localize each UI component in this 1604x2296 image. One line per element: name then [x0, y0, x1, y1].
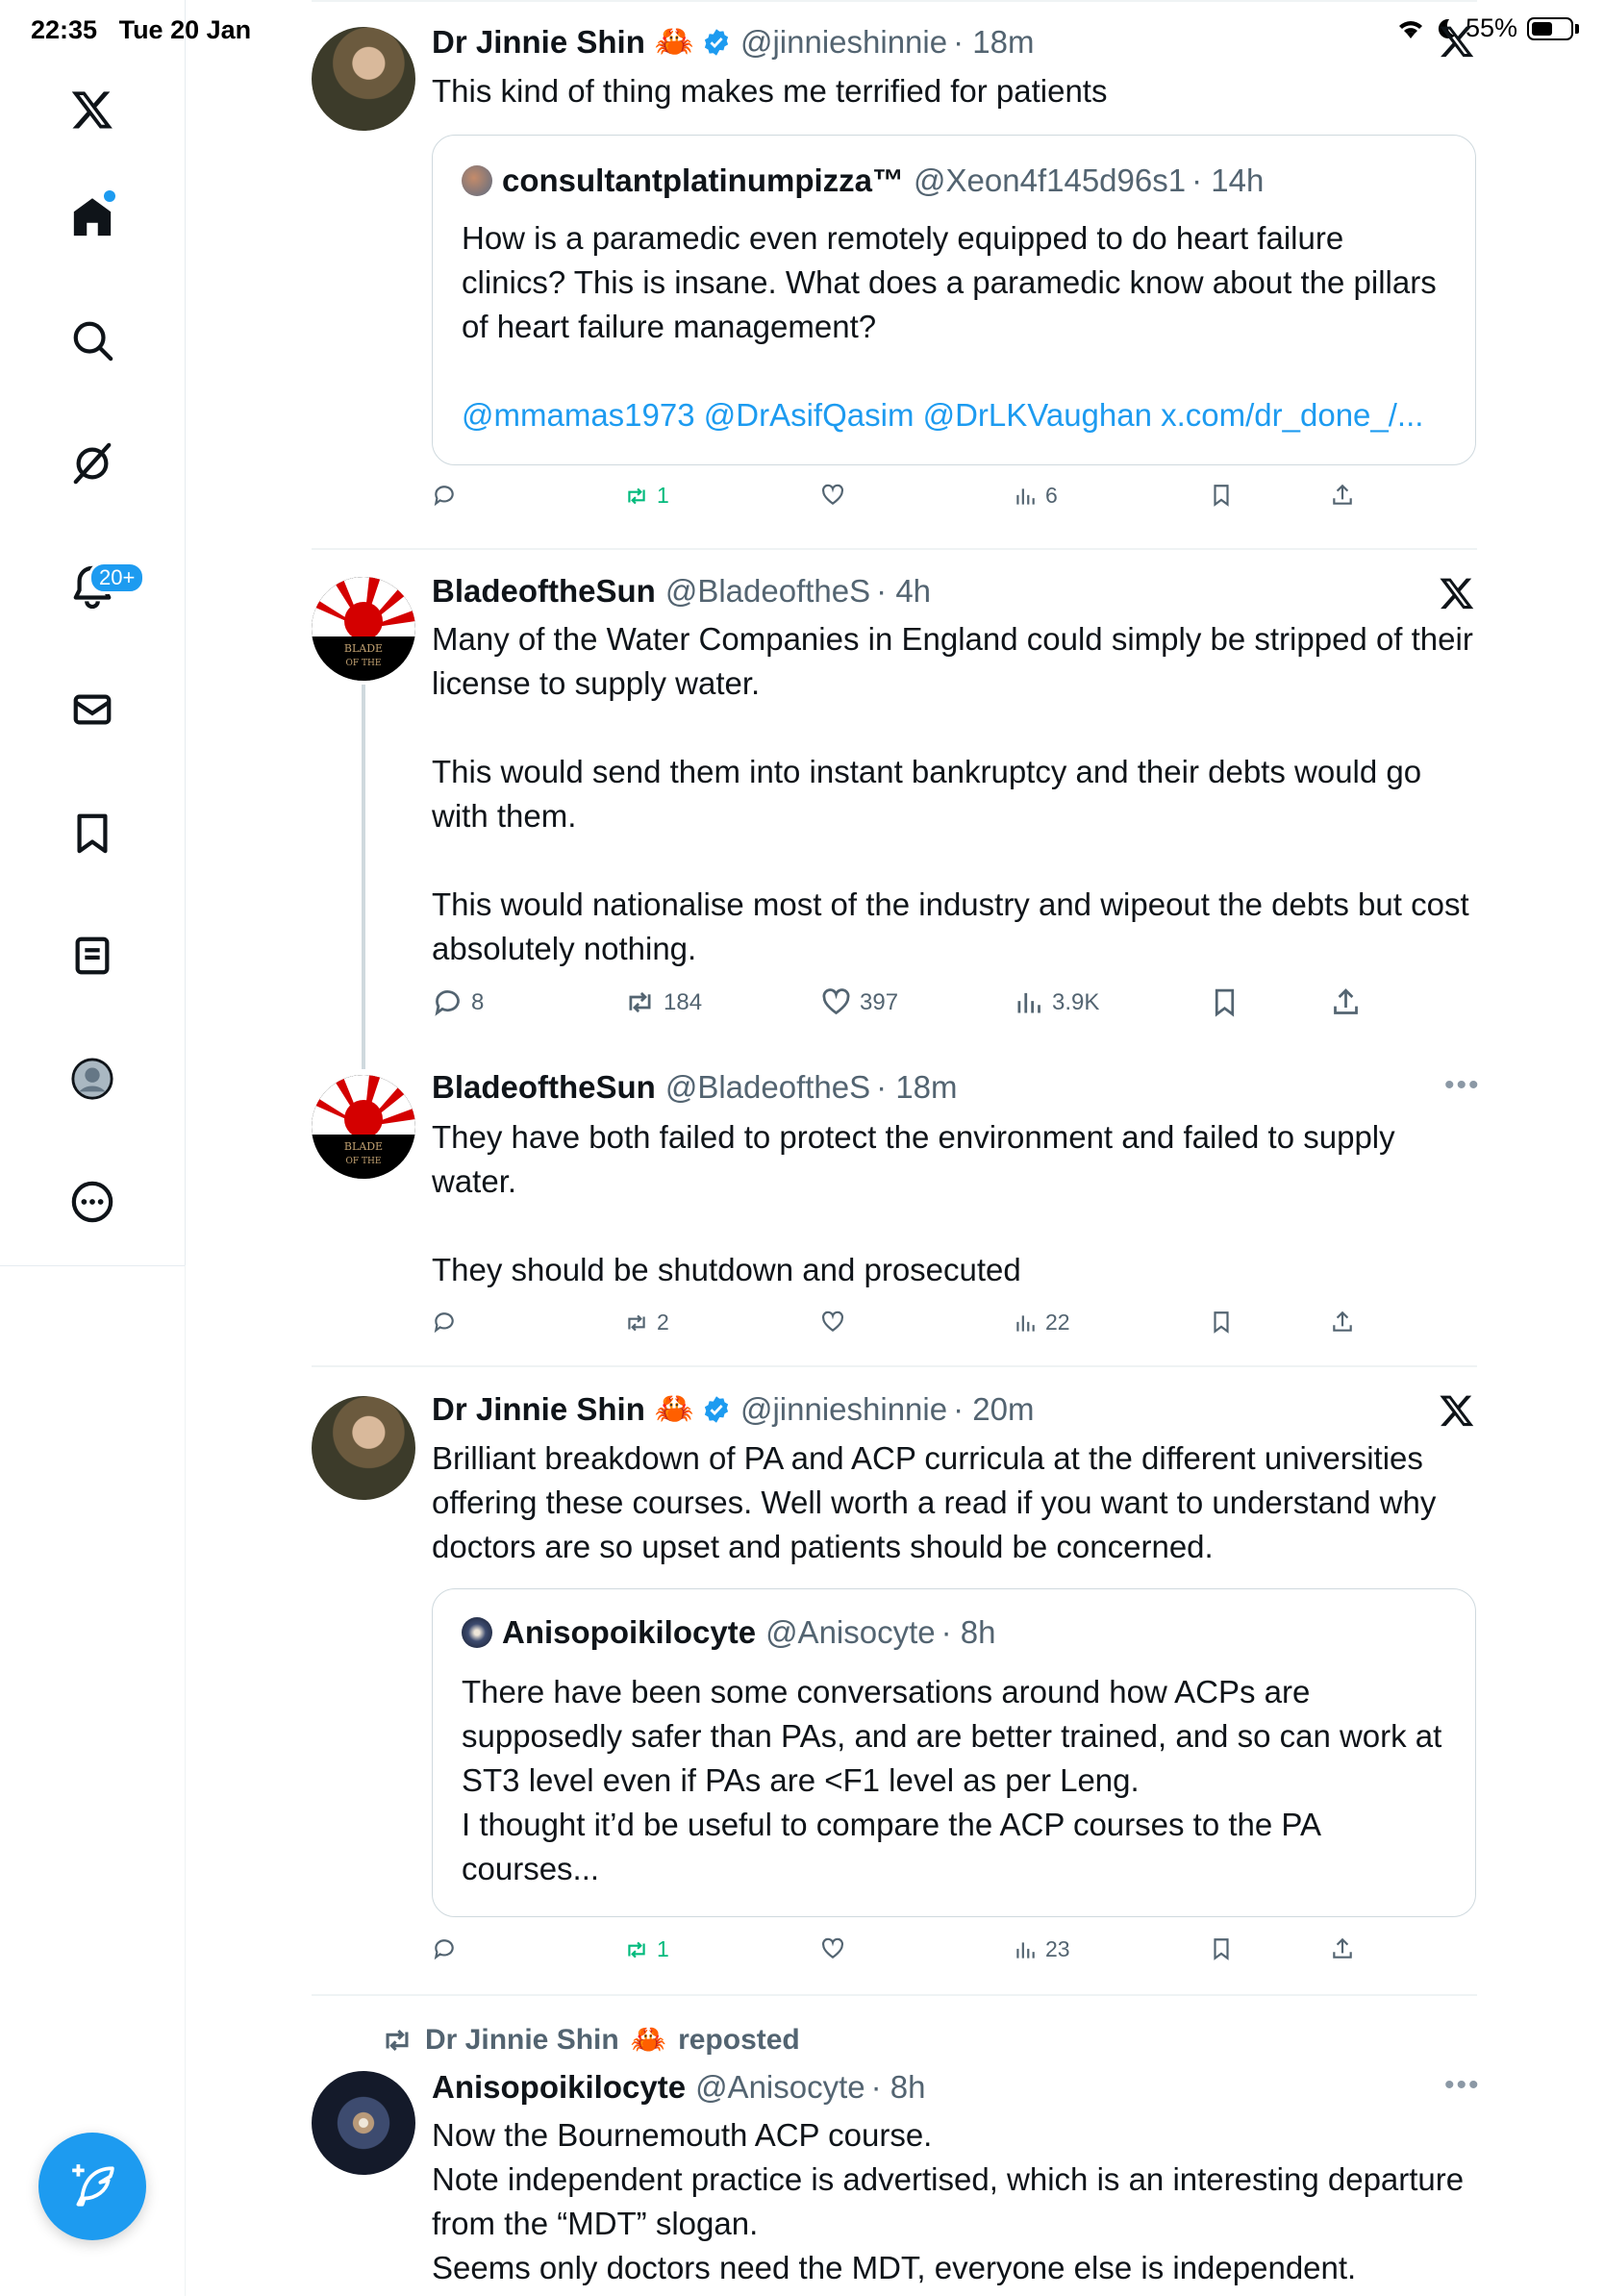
- author-name[interactable]: Dr Jinnie Shin: [432, 23, 645, 60]
- tweet-time: · 18m: [953, 23, 1035, 60]
- bookmark-button[interactable]: [1209, 1310, 1234, 1335]
- quoted-author-handle: @Anisocyte: [765, 1614, 936, 1650]
- tweet-time: · 18m: [876, 1069, 958, 1105]
- rail-divider: [185, 1265, 186, 2296]
- wifi-icon: [1396, 17, 1425, 40]
- verified-badge-icon: [702, 28, 731, 57]
- tweet-text: They have both failed to protect the environment and failed to supply water. They should be shutdown and prosecuted: [432, 1119, 1395, 1287]
- reposter-name[interactable]: Dr Jinnie Shin: [425, 2023, 619, 2056]
- retweet-icon: [624, 1937, 649, 1962]
- search-icon[interactable]: [60, 308, 125, 373]
- more-options-icon[interactable]: [60, 1169, 125, 1235]
- feed-top-border: [312, 0, 1477, 2]
- reply-icon: [432, 483, 457, 508]
- quoted-tweet[interactable]: [432, 1588, 1476, 1917]
- crab-emoji: 🦀: [654, 23, 694, 59]
- retweet-button[interactable]: [624, 1936, 669, 1962]
- profile-avatar-icon[interactable]: [60, 1046, 125, 1111]
- tweet-text: Many of the Water Companies in England could simply be stripped of their license to supply water. This would send them into instant bankruptcy and their debts would go with them. This would nationalise most of the industry and wipeout the debts but cost absolutely nothing.: [432, 621, 1473, 966]
- crab-emoji: 🦀: [654, 1390, 694, 1426]
- notifications-badge: 20+: [88, 562, 145, 594]
- repost-indicator: [381, 2023, 800, 2057]
- quoted-header: [462, 1614, 996, 1651]
- share-button[interactable]: [1330, 483, 1355, 508]
- status-indicators: [1396, 13, 1579, 43]
- more-options-icon[interactable]: •••: [1444, 2069, 1481, 2101]
- share-icon: [1330, 483, 1355, 508]
- author-handle[interactable]: @BladeoftheS: [664, 1069, 871, 1105]
- retweet-count: 184: [664, 988, 703, 1015]
- quoted-links[interactable]: @mmamas1973 @DrAsifQasim @DrLKVaughan x.com/dr_done_/...: [462, 397, 1424, 433]
- heart-icon: [820, 483, 845, 508]
- tweet-header: [432, 1390, 1034, 1428]
- tweet-header: [432, 573, 931, 610]
- avatar[interactable]: [312, 577, 415, 681]
- author-handle[interactable]: @jinnieshinnie: [739, 23, 948, 60]
- bookmark-icon: [1209, 1936, 1234, 1961]
- svg-text:OF THE: OF THE: [345, 1157, 382, 1166]
- share-icon: [1330, 986, 1362, 1018]
- author-name[interactable]: BladeoftheSun: [432, 1069, 656, 1105]
- like-button[interactable]: [820, 1310, 845, 1335]
- verified-badge-icon: [702, 1395, 731, 1424]
- tweet-text: Brilliant breakdown of PA and ACP curricula at the different universities offering these courses. Well worth a read if you want to understand why doctors are so upset and patients should be concerned.: [432, 1440, 1437, 1564]
- tweet-separator: [312, 548, 1477, 550]
- share-icon: [1330, 1936, 1355, 1961]
- tweet-text: Now the Bournemouth ACP course. Note independent practice is advertised, which is an interesting departure from the “MDT” slogan. Seems only doctors need the MDT, everyone else is independent.: [432, 2117, 1465, 2285]
- retweet-icon: [624, 484, 649, 509]
- quoted-author-name: consultantplatinumpizza™: [502, 162, 905, 198]
- svg-text:OF THE: OF THE: [345, 659, 382, 668]
- views-icon: [1013, 986, 1044, 1018]
- reply-button[interactable]: [432, 1936, 457, 1961]
- quoted-author-handle: @Xeon4f145d96s1: [914, 162, 1187, 198]
- reply-icon: [432, 1936, 457, 1961]
- retweet-count: 1: [657, 483, 669, 508]
- tweet-header: [432, 23, 1034, 61]
- tweet-header: [432, 1069, 958, 1106]
- retweet-button[interactable]: [624, 483, 669, 509]
- share-button[interactable]: [1330, 1936, 1355, 1961]
- rising-sun-logo: [312, 1075, 415, 1179]
- heart-icon: [820, 1310, 845, 1335]
- tweet-separator: [312, 1994, 1477, 1996]
- grok-icon[interactable]: [60, 431, 125, 496]
- views-icon: [1013, 1937, 1038, 1962]
- tweet-actions: [432, 483, 1476, 521]
- tweet-time: · 8h: [870, 2069, 926, 2105]
- tweet-time: · 4h: [876, 573, 932, 609]
- author-handle[interactable]: @Anisocyte: [695, 2069, 865, 2105]
- reply-count: 8: [471, 988, 485, 1015]
- avatar[interactable]: [312, 1396, 415, 1500]
- views-icon: [1013, 484, 1038, 509]
- views-icon: [1013, 1310, 1038, 1335]
- crab-emoji: 🦀: [630, 2024, 667, 2056]
- unread-dot: [104, 190, 115, 202]
- author-handle[interactable]: @jinnieshinnie: [739, 1390, 948, 1427]
- author-name[interactable]: Anisopoikilocyte: [432, 2069, 687, 2105]
- messages-icon[interactable]: [60, 677, 125, 742]
- quoted-tweet[interactable]: [432, 135, 1476, 465]
- quoted-time: · 8h: [940, 1614, 996, 1650]
- tweet-actions: [432, 1936, 1476, 1975]
- author-name[interactable]: BladeoftheSun: [432, 573, 656, 609]
- battery-percent: 55%: [1465, 13, 1517, 42]
- views-button[interactable]: [1013, 986, 1099, 1018]
- retweet-icon: [624, 986, 656, 1018]
- views-count: 23: [1045, 1936, 1070, 1961]
- reply-icon: [432, 1310, 457, 1335]
- reply-button[interactable]: [432, 1310, 457, 1335]
- share-button[interactable]: [1330, 1310, 1355, 1335]
- views-count: 22: [1045, 1310, 1070, 1335]
- bookmark-icon: [1209, 1310, 1234, 1335]
- bookmark-icon: [1209, 986, 1241, 1018]
- tweet-actions: [432, 986, 1476, 1025]
- bookmarks-icon[interactable]: [60, 800, 125, 865]
- like-button[interactable]: [820, 1936, 845, 1961]
- like-count: 397: [860, 988, 899, 1015]
- like-button[interactable]: [820, 483, 845, 508]
- quoted-avatar: [462, 165, 492, 196]
- quoted-time: · 14h: [1191, 162, 1265, 198]
- heart-icon: [820, 986, 852, 1018]
- thread-connector: [362, 685, 365, 1069]
- compose-feather-icon: [68, 2162, 116, 2210]
- reply-button[interactable]: [432, 986, 484, 1018]
- views-button[interactable]: [1013, 1936, 1070, 1962]
- tweet-separator: [312, 1365, 1477, 1367]
- retweet-icon: [624, 1310, 649, 1335]
- retweet-count: 1: [657, 1936, 669, 1961]
- views-count: 3.9K: [1052, 988, 1100, 1015]
- x-logo-icon: [1439, 23, 1475, 60]
- date: Tue 20 Jan: [118, 15, 252, 44]
- x-logo-icon[interactable]: [60, 77, 125, 142]
- author-handle[interactable]: @BladeoftheS: [664, 573, 871, 609]
- bookmark-button[interactable]: [1209, 986, 1241, 1018]
- home-icon[interactable]: [60, 185, 125, 250]
- tweet-text: This kind of thing makes me terrified for patients: [432, 73, 1108, 109]
- repost-icon: [381, 2024, 414, 2057]
- views-button[interactable]: [1013, 483, 1058, 509]
- like-button[interactable]: [820, 986, 898, 1018]
- quoted-header: [462, 162, 1264, 199]
- author-name[interactable]: Dr Jinnie Shin: [432, 1390, 645, 1427]
- reply-icon: [432, 986, 464, 1018]
- sidebar: [0, 0, 186, 1266]
- x-logo-icon: [1439, 1392, 1475, 1429]
- repost-label: reposted: [678, 2023, 800, 2056]
- tweet-actions: [432, 1310, 1476, 1348]
- x-logo-icon: [1439, 575, 1475, 611]
- clock: 22:35: [31, 15, 98, 44]
- quoted-text: How is a paramedic even remotely equipped to do heart failure clinics? This is insane. What does a paramedic know about the pillars of heart failure management?: [462, 220, 1437, 344]
- avatar[interactable]: [312, 1075, 415, 1179]
- bookmark-button[interactable]: [1209, 483, 1234, 508]
- retweet-button[interactable]: [624, 986, 702, 1018]
- retweet-button[interactable]: [624, 1310, 669, 1335]
- quoted-avatar: [462, 1617, 492, 1648]
- views-count: 6: [1045, 483, 1058, 508]
- bookmark-button[interactable]: [1209, 1936, 1234, 1961]
- lists-icon[interactable]: [60, 923, 125, 988]
- views-button[interactable]: [1013, 1310, 1070, 1335]
- tweet-time: · 20m: [953, 1390, 1035, 1427]
- avatar[interactable]: [312, 2071, 415, 2175]
- tweet-header: [432, 2069, 926, 2106]
- retweet-count: 2: [657, 1310, 669, 1335]
- svg-text:BLADE: BLADE: [343, 1140, 384, 1153]
- heart-icon: [820, 1936, 845, 1961]
- reply-button[interactable]: [432, 483, 457, 508]
- rising-sun-logo: [312, 577, 415, 681]
- share-button[interactable]: [1330, 986, 1362, 1018]
- quoted-author-name: Anisopoikilocyte: [502, 1614, 757, 1650]
- share-icon: [1330, 1310, 1355, 1335]
- quoted-text: There have been some conversations around how ACPs are supposedly safer than PAs, and are better trained, and so can work at ST3 level even if PAs are <F1 level as per Leng. I thought it’d be useful to compare the ACP courses to the PA courses...: [462, 1674, 1442, 1886]
- battery-icon: [1527, 17, 1573, 40]
- more-options-icon[interactable]: •••: [1444, 1069, 1481, 1101]
- avatar[interactable]: [312, 27, 415, 131]
- svg-text:BLADE: BLADE: [343, 642, 384, 655]
- compose-post-button[interactable]: [38, 2133, 146, 2240]
- bookmark-icon: [1209, 483, 1234, 508]
